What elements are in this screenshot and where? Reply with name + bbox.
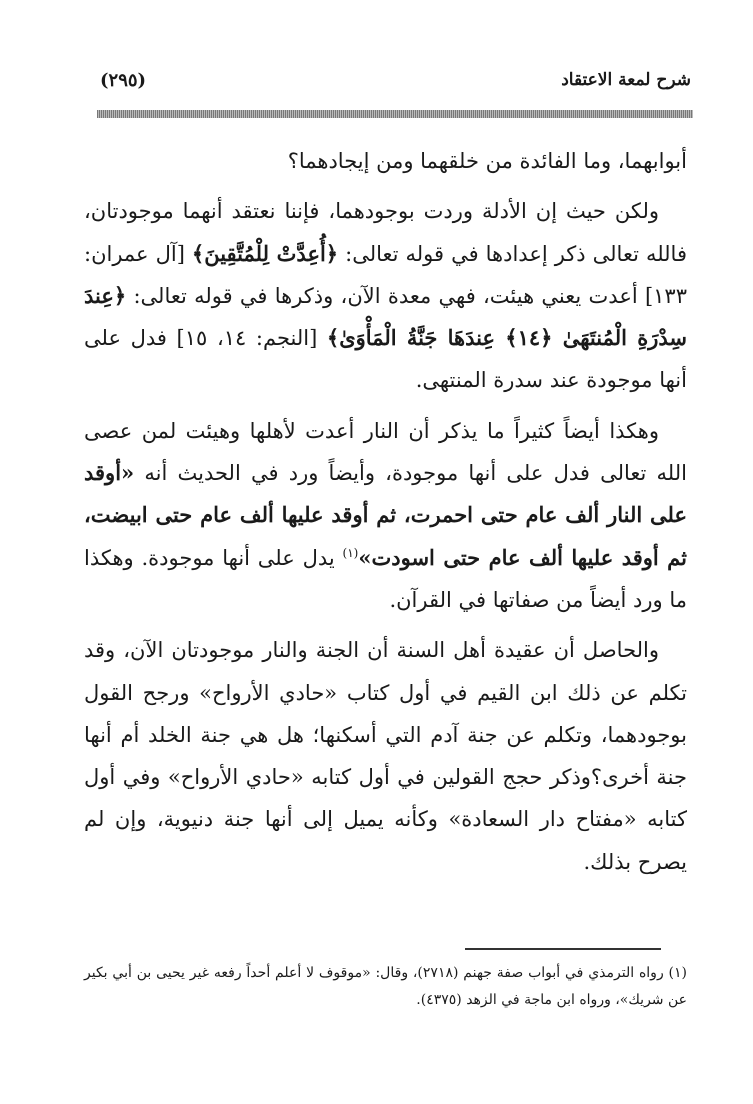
footnote-separator	[465, 948, 661, 950]
paragraph-text: ولكن حيث إن الأدلة وردت بوجودهما، فإننا نعتقد أنهما موجودتان، فالله تعالى ذكر إعدادها في قوله تعالى:	[84, 199, 687, 266]
paragraph-3	[84, 410, 687, 621]
book-title: شرح لمعة الاعتقاد	[561, 70, 691, 90]
paragraph-4	[84, 629, 687, 883]
paragraph-text: يدل على أنها موجودة. وهكذا ما ورد أيضاً من صفاتها في القرآن.	[84, 545, 687, 612]
quran-verse: ﴿أُعِدَّتْ لِلْمُتَّقِينَ﴾	[191, 240, 339, 266]
quran-verse: ﴿عِندَ سِدْرَةِ الْمُنتَهَىٰ ﴿١٤﴾ عِندَهَا جَنَّةُ الْمَأْوَىٰ﴾	[84, 282, 687, 351]
footnote-reference[interactable]: (١)	[342, 545, 359, 560]
main-text	[84, 140, 687, 891]
paragraph-text: أبوابهما، وما الفائدة من خلقهما ومن إيجادهما؟	[287, 149, 687, 173]
paragraph-text: [النجم: ١٤، ١٥] فدل على أنها موجودة عند سدرة المنتهى.	[84, 326, 687, 393]
page-header	[100, 70, 691, 94]
paragraph-text: وهكذا أيضاً كثيراً ما يذكر أن النار أعدت لأهلها وهيئت لمن عصى الله تعالى فدل على أنها موجودة، وأيضاً ورد في الحديث أنه	[84, 418, 687, 486]
footnote	[84, 960, 687, 1014]
paragraph-2	[84, 190, 687, 401]
paragraph-text: والحاصل أن عقيدة أهل السنة أن الجنة والنار موجودتان الآن، وقد تكلم عن ذلك ابن القيم في أول كتاب «حادي الأرواح» ورجح القول بوجودهما، وتكلم عن جنة آدم التي أسكنها؛ هل هي جنة الخلد أم أنها جنة أخرى؟وذكر حجج القولين في أول كتابه «حادي الأرواح» وفي أول كتابه «مفتاح دار السعادة» وكأنه يميل إلى أنها جنة دنيوية، وإن لم يصرح بذلك.	[84, 638, 687, 874]
paragraph-text: [آل عمران: ١٣٣] أعدت يعني هيئت، فهي معدة الآن، وذكرها في قوله تعالى:	[84, 241, 687, 308]
footnote-text: (١) رواه الترمذي في أبواب صفة جهنم (٢٧١٨)، وقال: «موقوف لا أعلم أحداً رفعه غير يحيى بن أبي بكير عن شريك»، ورواه ابن ماجة في الزهد (٤٣٧٥).	[84, 965, 688, 1008]
page-number: (٢٩٥)	[100, 70, 147, 91]
paragraph-1	[84, 140, 687, 182]
header-rule	[97, 110, 693, 118]
hadith-quote: «أوقد على النار ألف عام حتى احمرت، ثم أوقد عليها ألف عام حتى ابيضت، ثم أوقد عليها ألف عام حتى اسودت»	[84, 460, 688, 570]
